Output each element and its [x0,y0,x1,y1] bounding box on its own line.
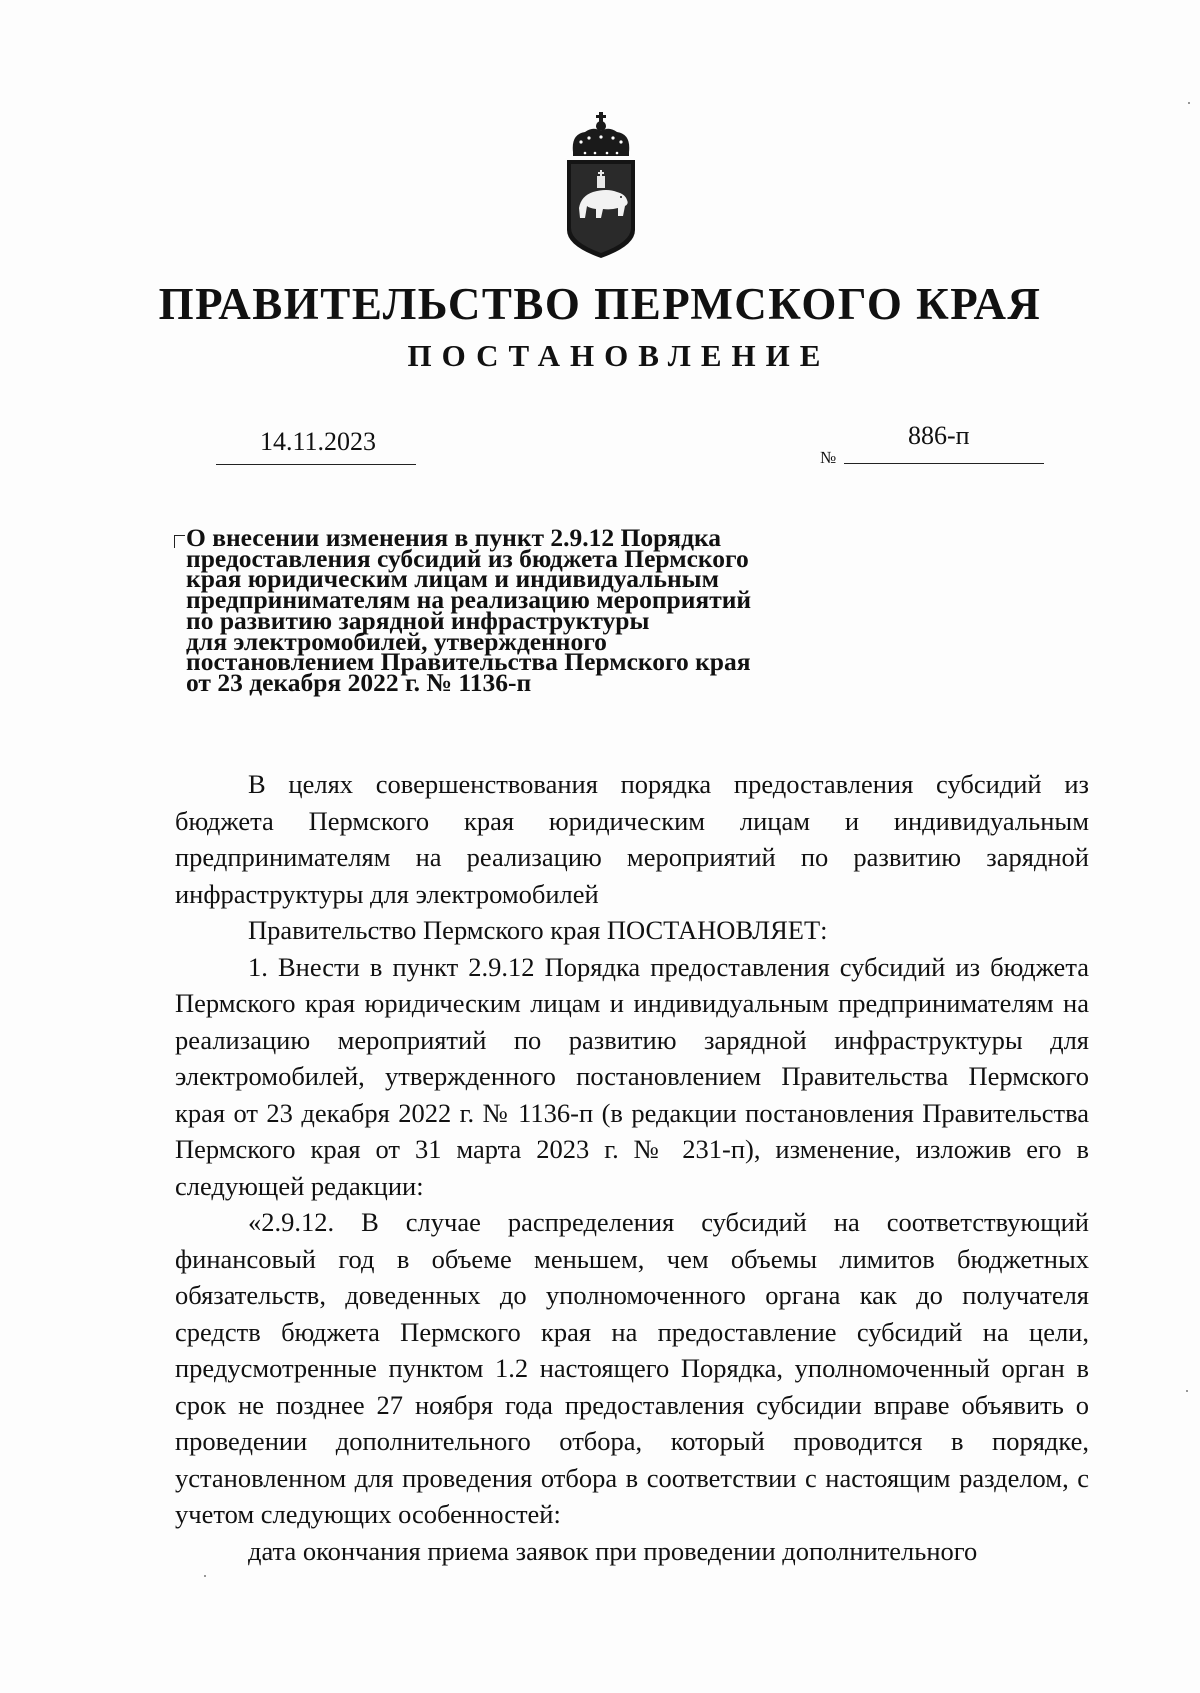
government-title: ПРАВИТЕЛЬСТВО ПЕРМСКОГО КРАЯ [158,279,1042,329]
subject-line: по развитию зарядной инфраструктуры [186,605,650,635]
body-paragraph: дата окончания приема заявок при проведении дополнительного [248,1535,978,1566]
perm-krai-coat-of-arms-icon [563,112,639,260]
subject-line: постановлением Правительства Пермского края [186,647,751,677]
number-sign: № [820,448,837,467]
subject-bracket-left [174,535,185,548]
number-underline [844,463,1044,464]
date-field [216,424,416,465]
number-field [820,420,1044,467]
document-type: ПОСТАНОВЛЕНИЕ [407,338,831,373]
subject-line: от 23 декабря 2022 г. № 1136-п [186,667,532,697]
scan-speck [1188,102,1190,104]
document-subject [186,523,826,697]
body-paragraph: «2.9.12. В случае распределения субсидий на соответствующий финансовый год в объеме меньшем, чем объемы лимитов бюджетных обязательств, доведенных до уполномоченного органа как до получателя средств бюджета Пермского края на предоставление субсидий на цели, предусмотренные пунктом 1.2 настоящего Порядка, уполномоченный орган в срок не позднее 27 ноября года предоставления субсидии вправе объявить о проведении дополнительного отбора, который проводится в порядке, установленном для проведения отбора в соответствии с настоящим разделом, с учетом следующих особенностей: [175,1207,1089,1529]
scan-speck [204,1575,206,1577]
document-body [175,766,1089,1569]
body-paragraph: 1. Внести в пункт 2.9.12 Порядка предоставления субсидий из бюджета Пермского края юридическим лицам и индивидуальным предпринимателям на реализацию мероприятий по развитию зарядной инфраструктуры для электромобилей, утвержденного постановлением Правительства Пермского края от 23 декабря 2022 г. № 1136-п (в редакции постановления Правительства Пермского края от 31 марта 2023 г. № 231-п), изменение, изложив его в следующей редакции: [175,951,1089,1201]
scan-speck [1186,1390,1188,1392]
subject-line: предоставления субсидий из бюджета Пермского [186,543,749,573]
document-date: 14.11.2023 [260,427,377,456]
subject-line: О внесении изменения в пункт 2.9.12 Порядка [186,523,722,552]
body-paragraph: Правительство Пермского края ПОСТАНОВЛЯЕТ: [248,915,828,945]
body-paragraph: В целях совершенствования порядка предоставления субсидий из бюджета Пермского края юридическим лицам и индивидуальным предпринимателям на реализацию мероприятий по развитию зарядной инфраструктуры для электромобилей [175,769,1089,909]
subject-line: края юридическим лицам и индивидуальным [186,564,719,594]
document-number: 886-п [908,421,970,450]
subject-line: для электромобилей, утвержденного [186,626,607,656]
subject-line: предпринимателям на реализацию мероприятий [186,585,752,615]
